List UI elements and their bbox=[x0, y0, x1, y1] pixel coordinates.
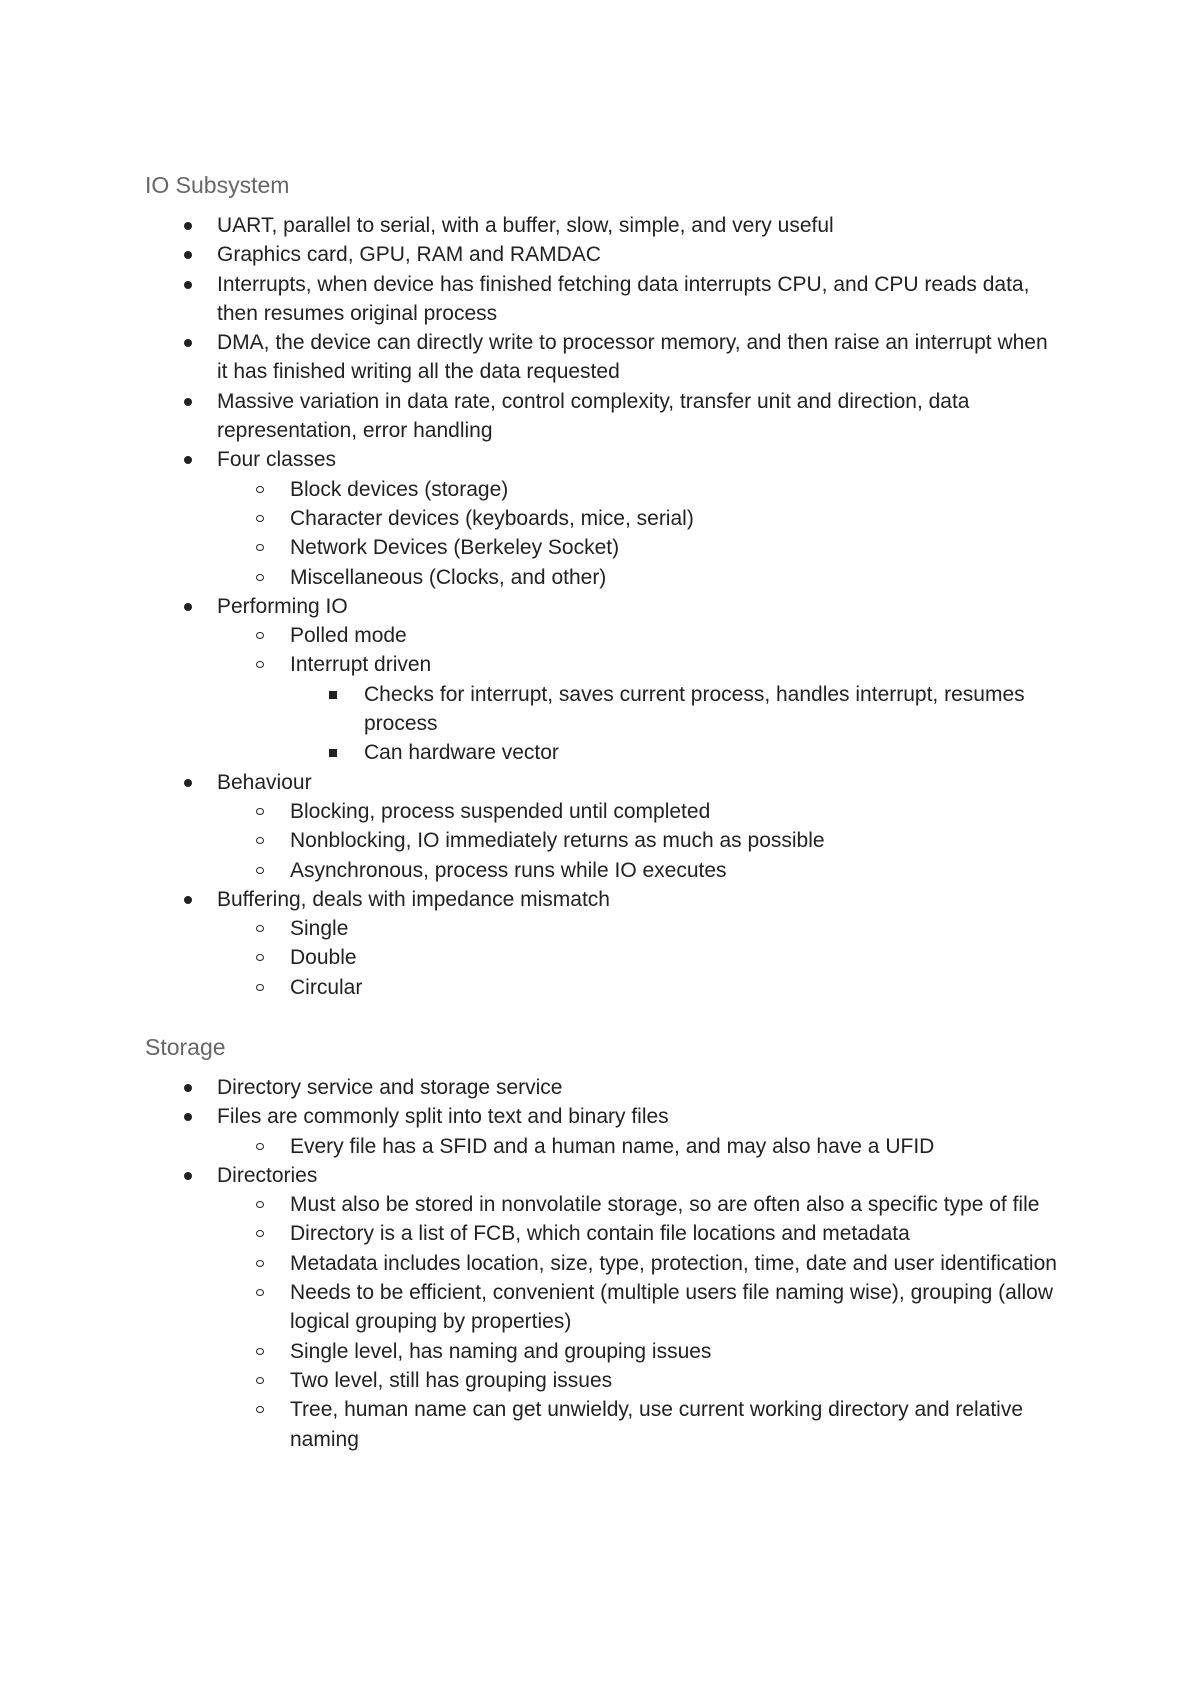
bullet-disc-icon bbox=[184, 398, 192, 406]
bullet-square-icon bbox=[329, 749, 337, 757]
bullet-circle-icon bbox=[256, 1406, 264, 1413]
sub-list-item: Block devices (storage) bbox=[0, 475, 1057, 504]
list-item: Interrupts, when device has finished fetching data interrupts CPU, and CPU reads data, then resumes original process bbox=[0, 270, 1057, 329]
bullet-disc-icon bbox=[184, 281, 192, 289]
bullet-circle-icon bbox=[256, 867, 264, 874]
sub-list-item: Polled mode bbox=[0, 621, 1057, 650]
sub-list-item: Single level, has naming and grouping issues bbox=[0, 1337, 1057, 1366]
bullet-circle-icon bbox=[256, 1260, 264, 1267]
sub-list-item: Network Devices (Berkeley Socket) bbox=[0, 533, 1057, 562]
bullet-circle-icon bbox=[256, 1143, 264, 1150]
sub-list-item: Tree, human name can get unwieldy, use current working directory and relative naming bbox=[0, 1395, 1057, 1454]
bullet-circle-icon bbox=[256, 661, 264, 668]
sub-list-item: Asynchronous, process runs while IO executes bbox=[0, 856, 1057, 885]
sub-sub-list-item: Can hardware vector bbox=[0, 738, 1057, 767]
bullet-circle-icon bbox=[256, 574, 264, 581]
bullet-circle-icon bbox=[256, 925, 264, 932]
sub-list-item: Miscellaneous (Clocks, and other) bbox=[0, 563, 1057, 592]
bullet-disc-icon bbox=[184, 896, 192, 904]
list-item: Massive variation in data rate, control complexity, transfer unit and direction, data representation, error handling bbox=[0, 387, 1057, 446]
list-item: UART, parallel to serial, with a buffer, slow, simple, and very useful bbox=[0, 211, 1057, 240]
bullet-circle-icon bbox=[256, 486, 264, 493]
list-item: Files are commonly split into text and binary files bbox=[0, 1102, 1057, 1131]
bullet-circle-icon bbox=[256, 954, 264, 961]
sub-list-item: Blocking, process suspended until completed bbox=[0, 797, 1057, 826]
bullet-disc-icon bbox=[184, 251, 192, 259]
bullet-circle-icon bbox=[256, 1348, 264, 1355]
bullet-circle-icon bbox=[256, 1289, 264, 1296]
sub-list-item: Double bbox=[0, 943, 1057, 972]
sub-list-item: Needs to be efficient, convenient (multiple users file naming wise), grouping (allow logical grouping by properties) bbox=[0, 1278, 1057, 1337]
bullet-circle-icon bbox=[256, 544, 264, 551]
bullet-circle-icon bbox=[256, 837, 264, 844]
section-heading-io: IO Subsystem bbox=[145, 172, 290, 198]
list-item: Performing IO bbox=[0, 592, 1057, 621]
io-subsystem-list bbox=[0, 211, 1200, 1002]
bullet-circle-icon bbox=[256, 808, 264, 815]
sub-list-item: Metadata includes location, size, type, protection, time, date and user identification bbox=[0, 1249, 1057, 1278]
bullet-circle-icon bbox=[256, 1377, 264, 1384]
bullet-circle-icon bbox=[256, 515, 264, 522]
list-item: Graphics card, GPU, RAM and RAMDAC bbox=[0, 240, 1057, 269]
bullet-circle-icon bbox=[256, 1201, 264, 1208]
bullet-disc-icon bbox=[184, 1113, 192, 1121]
bullet-circle-icon bbox=[256, 1230, 264, 1237]
bullet-disc-icon bbox=[184, 603, 192, 611]
list-item: DMA, the device can directly write to processor memory, and then raise an interrupt when it has finished writing all the data requested bbox=[0, 328, 1057, 387]
list-item: Behaviour bbox=[0, 768, 1057, 797]
list-item: Directories bbox=[0, 1161, 1057, 1190]
sub-sub-list-item: Checks for interrupt, saves current process, handles interrupt, resumes process bbox=[0, 680, 1057, 739]
sub-list-item: Nonblocking, IO immediately returns as much as possible bbox=[0, 826, 1057, 855]
bullet-disc-icon bbox=[184, 1084, 192, 1092]
bullet-circle-icon bbox=[256, 632, 264, 639]
bullet-disc-icon bbox=[184, 339, 192, 347]
storage-list bbox=[0, 1073, 1200, 1454]
bullet-square-icon bbox=[329, 691, 337, 699]
list-item: Directory service and storage service bbox=[0, 1073, 1057, 1102]
sub-list-item: Single bbox=[0, 914, 1057, 943]
bullet-disc-icon bbox=[184, 1172, 192, 1180]
sub-list-item: Directory is a list of FCB, which contain file locations and metadata bbox=[0, 1219, 1057, 1248]
bullet-disc-icon bbox=[184, 456, 192, 464]
sub-list-item: Character devices (keyboards, mice, serial) bbox=[0, 504, 1057, 533]
list-item: Buffering, deals with impedance mismatch bbox=[0, 885, 1057, 914]
list-item: Four classes bbox=[0, 445, 1057, 474]
bullet-disc-icon bbox=[184, 779, 192, 787]
bullet-circle-icon bbox=[256, 984, 264, 991]
sub-list-item: Interrupt driven bbox=[0, 650, 1057, 679]
sub-list-item: Every file has a SFID and a human name, and may also have a UFID bbox=[0, 1132, 1057, 1161]
bullet-disc-icon bbox=[184, 222, 192, 230]
sub-list-item: Must also be stored in nonvolatile storage, so are often also a specific type of file bbox=[0, 1190, 1057, 1219]
sub-list-item: Two level, still has grouping issues bbox=[0, 1366, 1057, 1395]
sub-list-item: Circular bbox=[0, 973, 1057, 1002]
section-heading-storage: Storage bbox=[145, 1034, 226, 1060]
